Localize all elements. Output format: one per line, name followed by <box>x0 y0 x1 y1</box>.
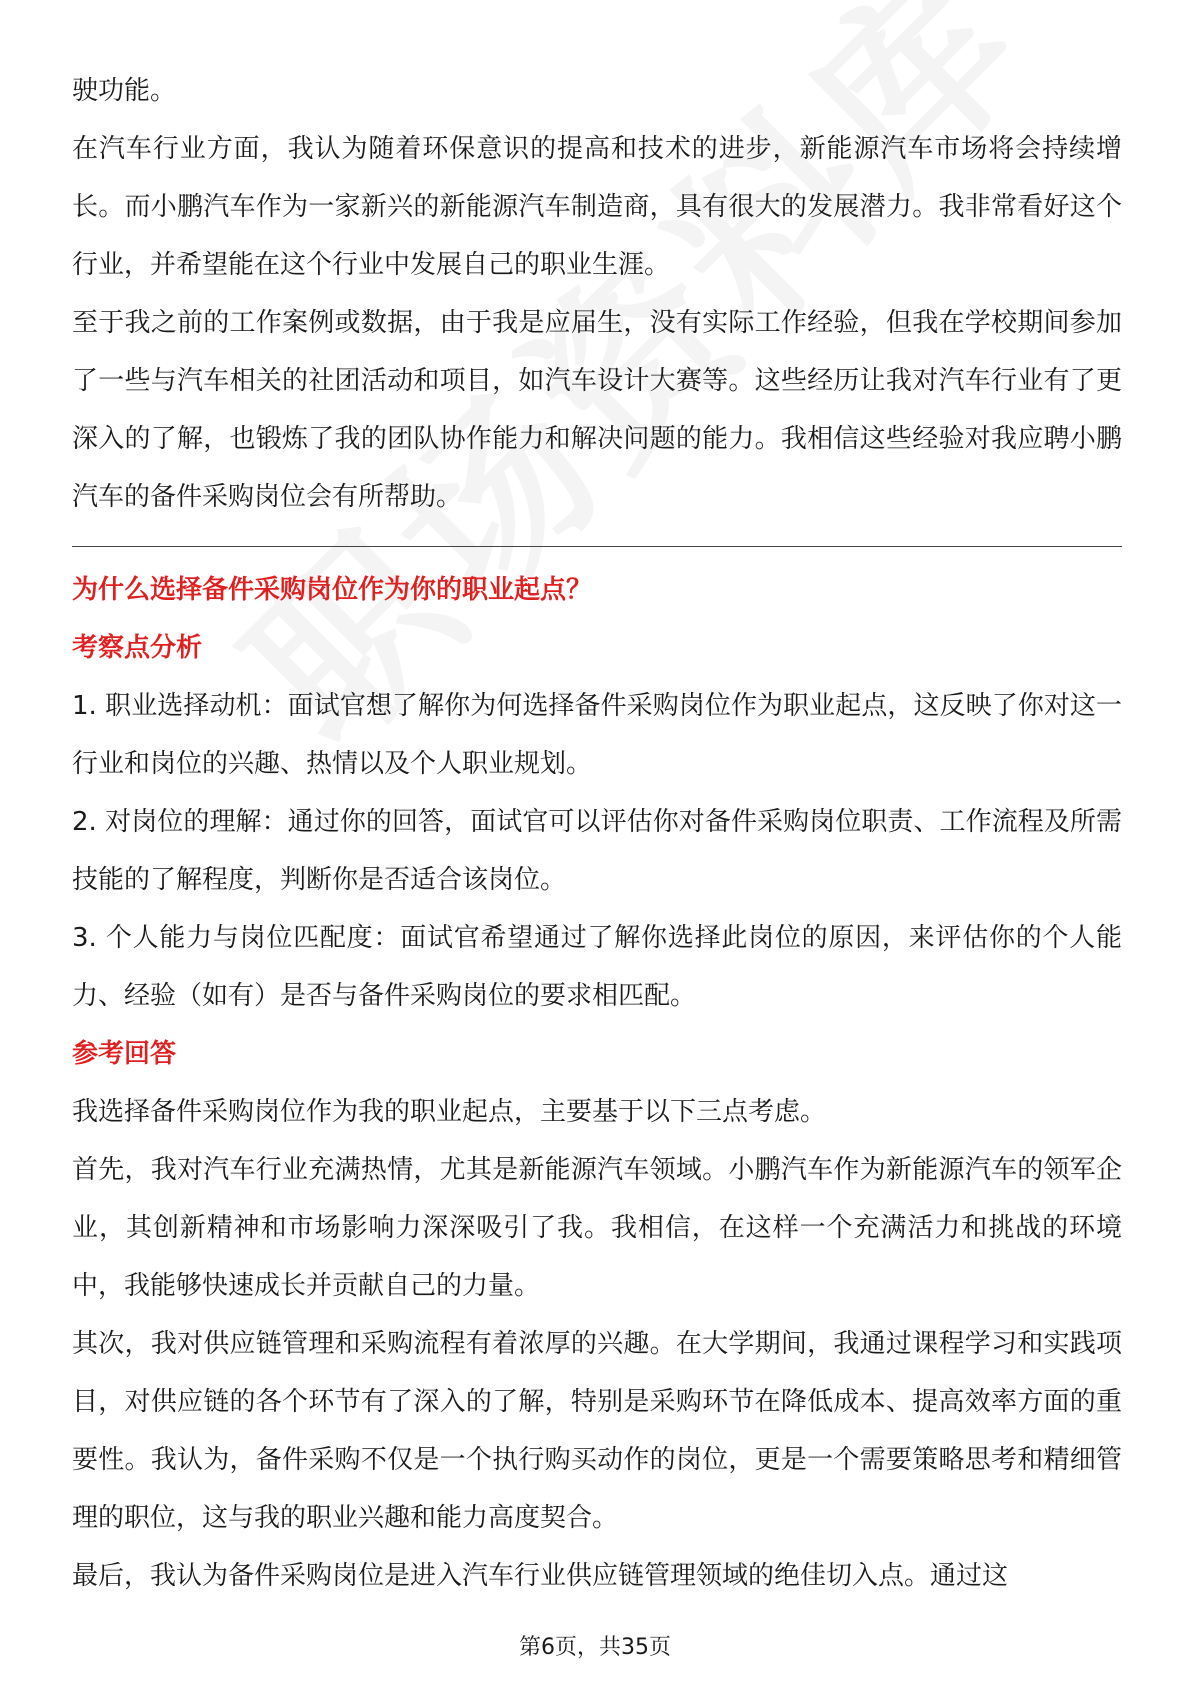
question-title: 为什么选择备件采购岗位作为你的职业起点？ <box>72 575 593 605</box>
answer-paragraph-2: 首先，我对汽车行业充满热情，尤其是新能源汽车领域。小鹏汽车作为新能源汽车的领军企业，其创新精神和市场影响力深深吸引了我。我相信，在这样一个充满活力和挑战的环境中，我能够快速成长并贡献自己的力量。 <box>72 1155 1122 1301</box>
section-divider <box>72 546 1122 547</box>
intro-paragraph-1: 驶功能。 <box>72 76 177 106</box>
analysis-heading: 考察点分析 <box>72 633 203 663</box>
intro-paragraph-2: 在汽车行业方面，我认为随着环保意识的提高和技术的进步，新能源汽车市场将会持续增长。而小鹏汽车作为一家新兴的新能源汽车制造商，具有很大的发展潜力。我非常看好这个行业，并希望能在这个行业中发展自己的职业生涯。 <box>72 134 1122 280</box>
answer-paragraph-4: 最后，我认为备件采购岗位是进入汽车行业供应链管理领域的绝佳切入点。通过这 <box>72 1561 1009 1591</box>
document-body <box>72 62 1122 1605</box>
answer-paragraph-1: 我选择备件采购岗位作为我的职业起点，主要基于以下三点考虑。 <box>72 1097 827 1127</box>
analysis-item-1: 1. 职业选择动机：面试官想了解你为何选择备件采购岗位作为职业起点，这反映了你对这一行业和岗位的兴趣、热情以及个人职业规划。 <box>72 691 1122 779</box>
analysis-item-3: 3. 个人能力与岗位匹配度：面试官希望通过了解你选择此岗位的原因，来评估你的个人能力、经验（如有）是否与备件采购岗位的要求相匹配。 <box>72 923 1122 1011</box>
answer-paragraph-3: 其次，我对供应链管理和采购流程有着浓厚的兴趣。在大学期间，我通过课程学习和实践项目，对供应链的各个环节有了深入的了解，特别是采购环节在降低成本、提高效率方面的重要性。我认为，备件采购不仅是一个执行购买动作的岗位，更是一个需要策略思考和精细管理的职位，这与我的职业兴趣和能力高度契合。 <box>72 1329 1122 1533</box>
intro-paragraph-3: 至于我之前的工作案例或数据，由于我是应届生，没有实际工作经验，但我在学校期间参加了一些与汽车相关的社团活动和项目，如汽车设计大赛等。这些经历让我对汽车行业有了更深入的了解，也锻炼了我的团队协作能力和解决问题的能力。我相信这些经验对我应聘小鹏汽车的备件采购岗位会有所帮助。 <box>72 308 1122 512</box>
answer-heading: 参考回答 <box>72 1039 177 1069</box>
page-number: 第6页，共35页 <box>519 1635 671 1660</box>
analysis-item-2: 2. 对岗位的理解：通过你的回答，面试官可以评估你对备件采购岗位职责、工作流程及所需技能的了解程度，判断你是否适合该岗位。 <box>72 807 1122 895</box>
